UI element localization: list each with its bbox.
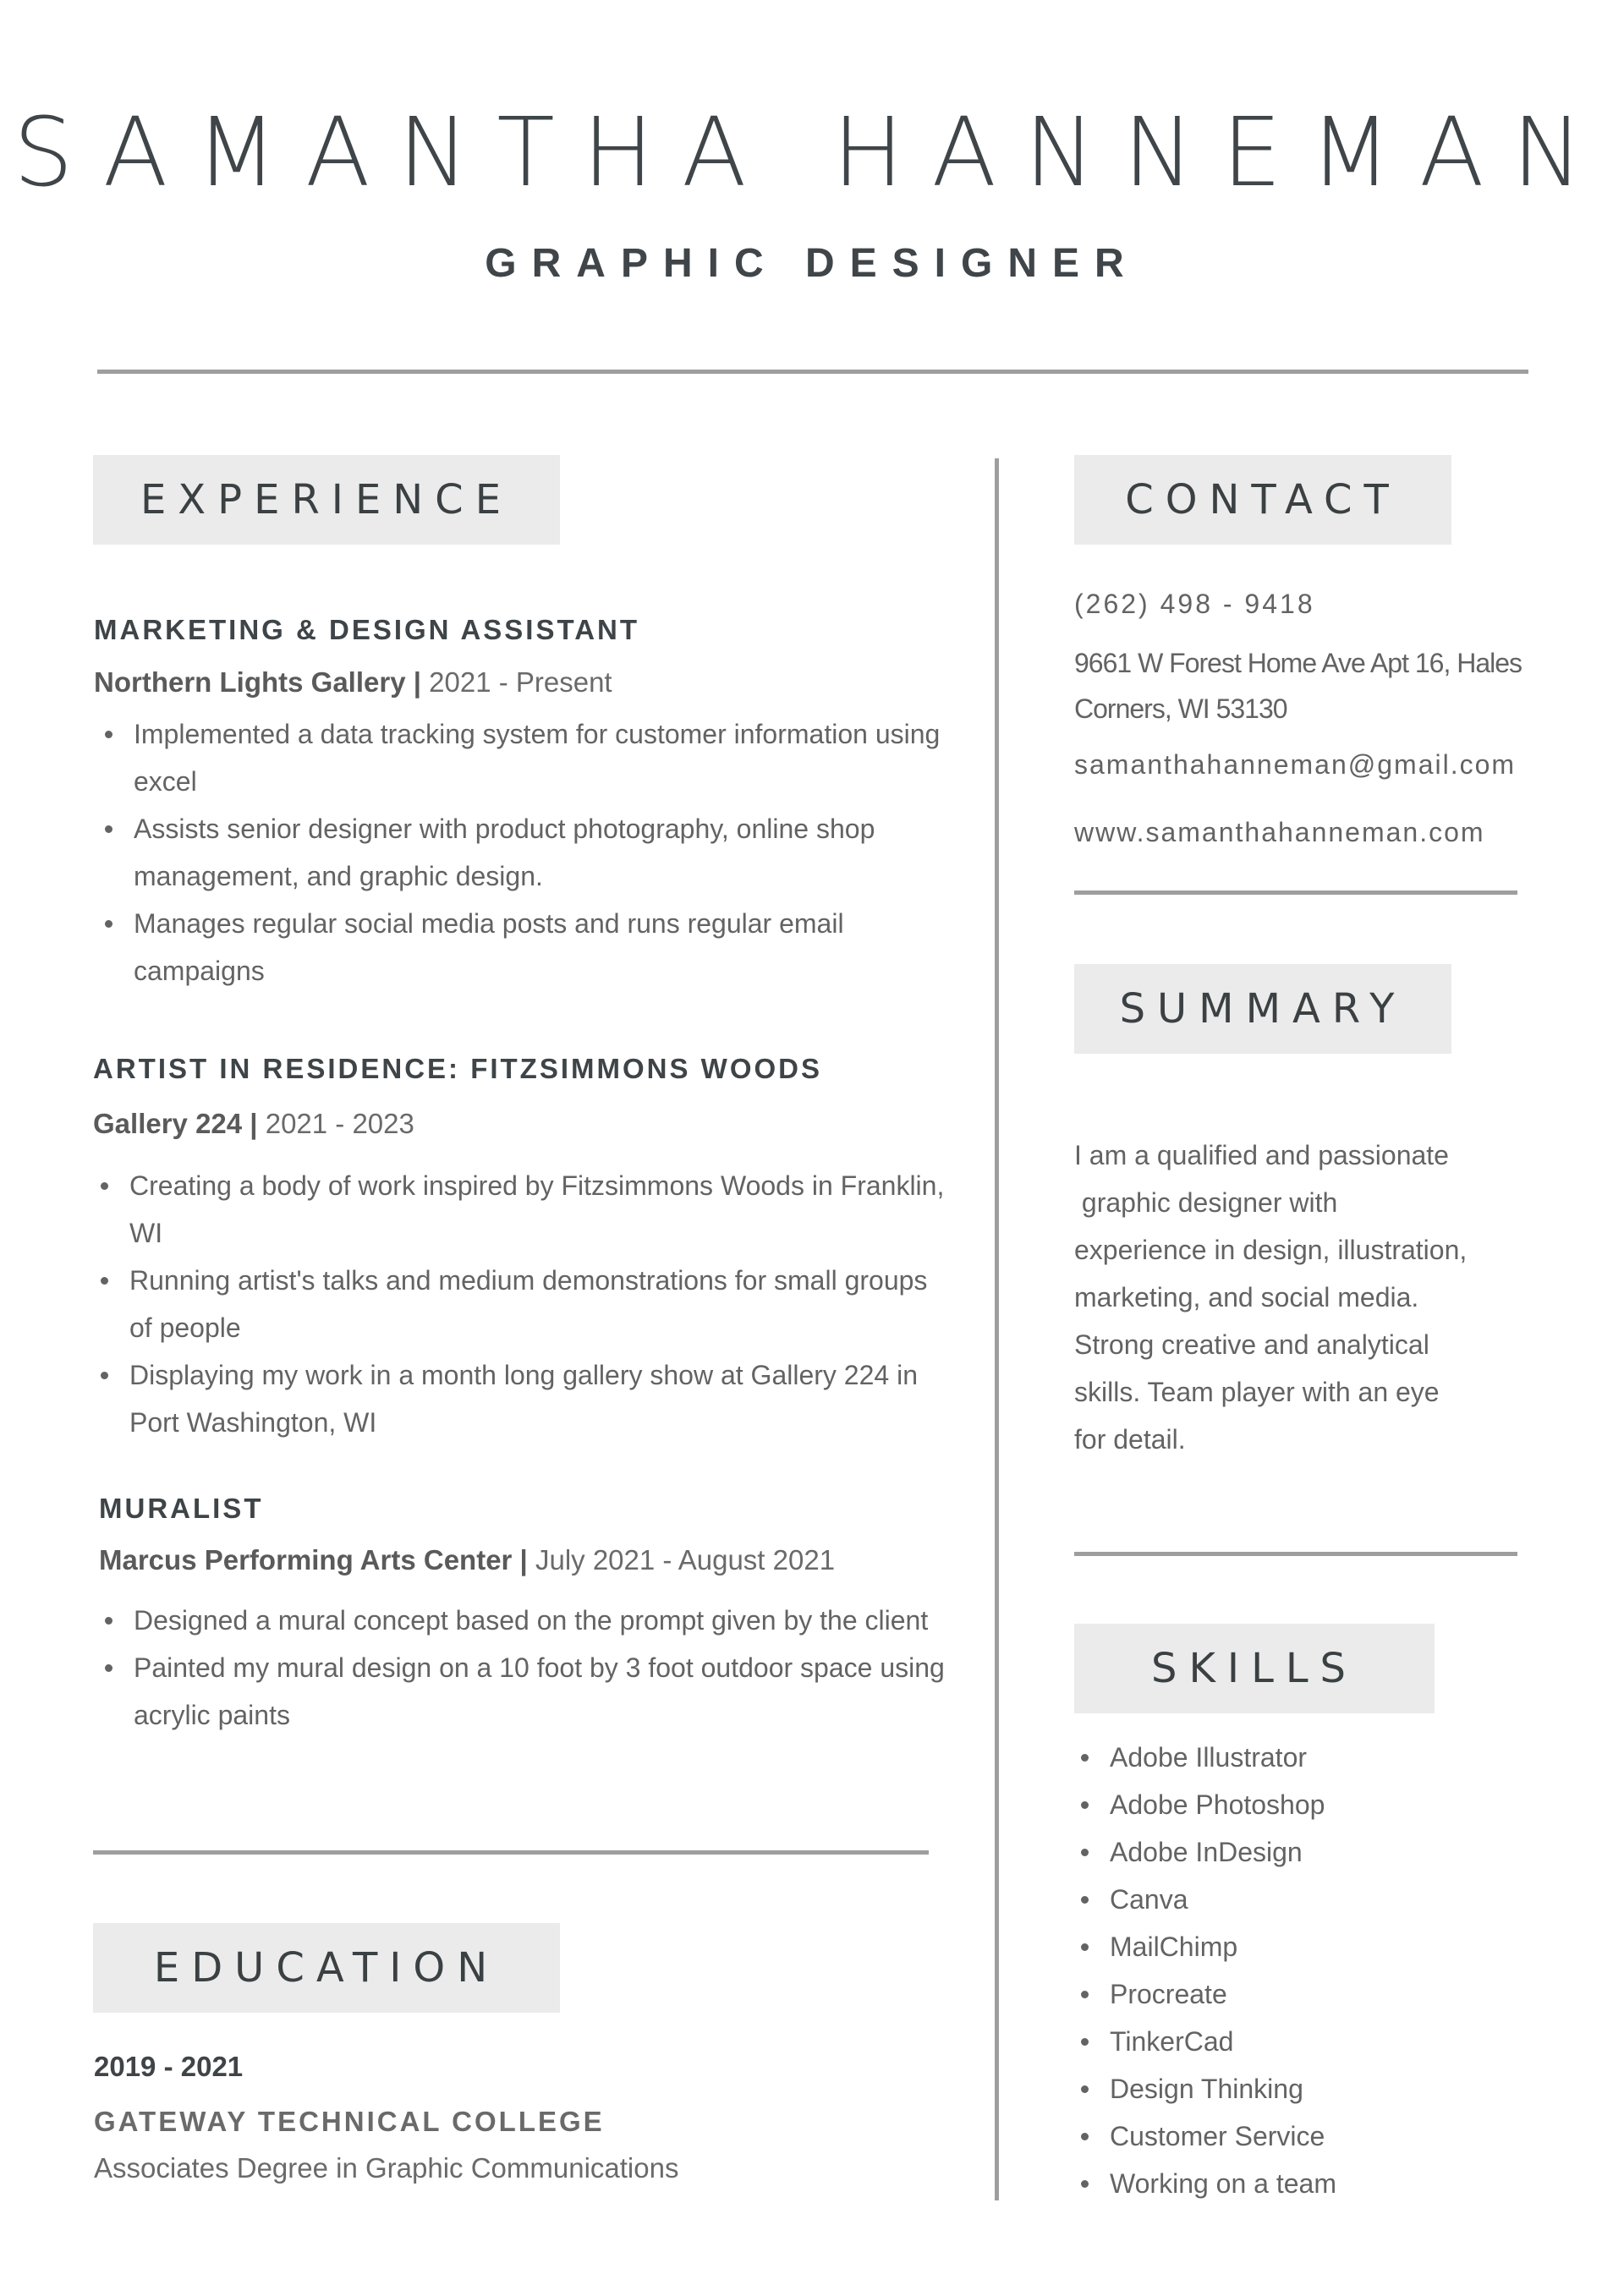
summary-line: experience in design, illustration,	[1074, 1235, 1468, 1265]
job-org: Gallery 224 |	[93, 1108, 258, 1139]
contact-email: samanthahanneman@gmail.com	[1074, 749, 1517, 780]
skill-item: MailChimp	[1071, 1923, 1544, 1970]
summary-line: marketing, and social media.	[1074, 1282, 1419, 1312]
contact-heading: CONTACT	[1074, 455, 1451, 545]
skill-item: Procreate	[1071, 1970, 1544, 2018]
job-dates: July 2021 - August 2021	[527, 1544, 836, 1575]
contact-website: www.samanthahanneman.com	[1074, 817, 1485, 847]
summary-heading: SUMMARY	[1074, 964, 1451, 1054]
job-dates: 2021 - Present	[420, 666, 612, 698]
contact-address: 9661 W Forest Home Ave Apt 16, Hales Corners, WI 53130	[1074, 648, 1522, 724]
job-title: ARTIST IN RESIDENCE: FITZSIMMONS WOODS	[93, 1053, 822, 1084]
column-divider	[995, 458, 999, 2200]
skill-item: Adobe Illustrator	[1071, 1734, 1544, 1781]
list-item: Running artist's talks and medium demonstrations for small groups of people	[91, 1257, 945, 1351]
skill-item: TinkerCad	[1071, 2018, 1544, 2065]
education-years: 2019 - 2021	[94, 2051, 244, 2082]
summary-divider	[1074, 1552, 1517, 1556]
job-title: MARKETING & DESIGN ASSISTANT	[94, 614, 640, 645]
job-dates: 2021 - 2023	[257, 1108, 414, 1139]
skill-item: Adobe InDesign	[1071, 1828, 1544, 1876]
education-school: GATEWAY TECHNICAL COLLEGE	[94, 2106, 605, 2137]
job-role-title: GRAPHIC DESIGNER	[485, 241, 1139, 286]
contact-phone: (262) 498 - 9418	[1074, 589, 1315, 619]
summary-line: I am a qualified and passionate	[1074, 1140, 1449, 1170]
contact-divider	[1074, 890, 1517, 895]
list-item: Implemented a data tracking system for customer information using excel	[95, 710, 949, 805]
education-degree: Associates Degree in Graphic Communications	[94, 2152, 679, 2184]
experience-heading: EXPERIENCE	[93, 455, 560, 545]
summary-line: skills. Team player with an eye	[1074, 1377, 1440, 1407]
job-bullets	[91, 1162, 945, 1446]
job-title: MURALIST	[99, 1493, 264, 1524]
skills-list	[1071, 1734, 1544, 2207]
list-item: Assists senior designer with product photography, online shop management, and graphic design.	[95, 805, 949, 900]
summary-line: graphic designer with	[1074, 1187, 1338, 1218]
list-item: Displaying my work in a month long gallery show at Gallery 224 in Port Washington, WI	[91, 1351, 945, 1446]
candidate-name: SAMANTHA HANNEMAN	[13, 98, 1611, 208]
skill-item: Adobe Photoshop	[1071, 1781, 1544, 1828]
education-heading: EDUCATION	[93, 1923, 560, 2013]
summary-text	[1074, 1132, 1548, 1463]
job-org: Marcus Performing Arts Center |	[99, 1544, 528, 1575]
experience-divider	[93, 1850, 929, 1855]
skill-item: Customer Service	[1071, 2112, 1544, 2160]
list-item: Designed a mural concept based on the prompt given by the client	[95, 1597, 957, 1644]
job-bullets	[95, 1597, 957, 1739]
skills-heading: SKILLS	[1074, 1624, 1435, 1713]
summary-line: for detail.	[1074, 1424, 1186, 1455]
job-org-line	[94, 666, 612, 699]
skill-item: Design Thinking	[1071, 2065, 1544, 2112]
job-org: Northern Lights Gallery |	[94, 666, 421, 698]
list-item: Creating a body of work inspired by Fitzsimmons Woods in Franklin, WI	[91, 1162, 945, 1257]
list-item: Painted my mural design on a 10 foot by 3 foot outdoor space using acrylic paints	[95, 1644, 957, 1739]
list-item: Manages regular social media posts and runs regular email campaigns	[95, 900, 949, 995]
header-divider	[97, 370, 1528, 374]
skill-item: Canva	[1071, 1876, 1544, 1923]
skill-item: Working on a team	[1071, 2160, 1544, 2207]
job-org-line	[99, 1544, 835, 1576]
job-bullets	[95, 710, 949, 995]
job-org-line	[93, 1108, 414, 1140]
summary-line: Strong creative and analytical	[1074, 1329, 1429, 1360]
